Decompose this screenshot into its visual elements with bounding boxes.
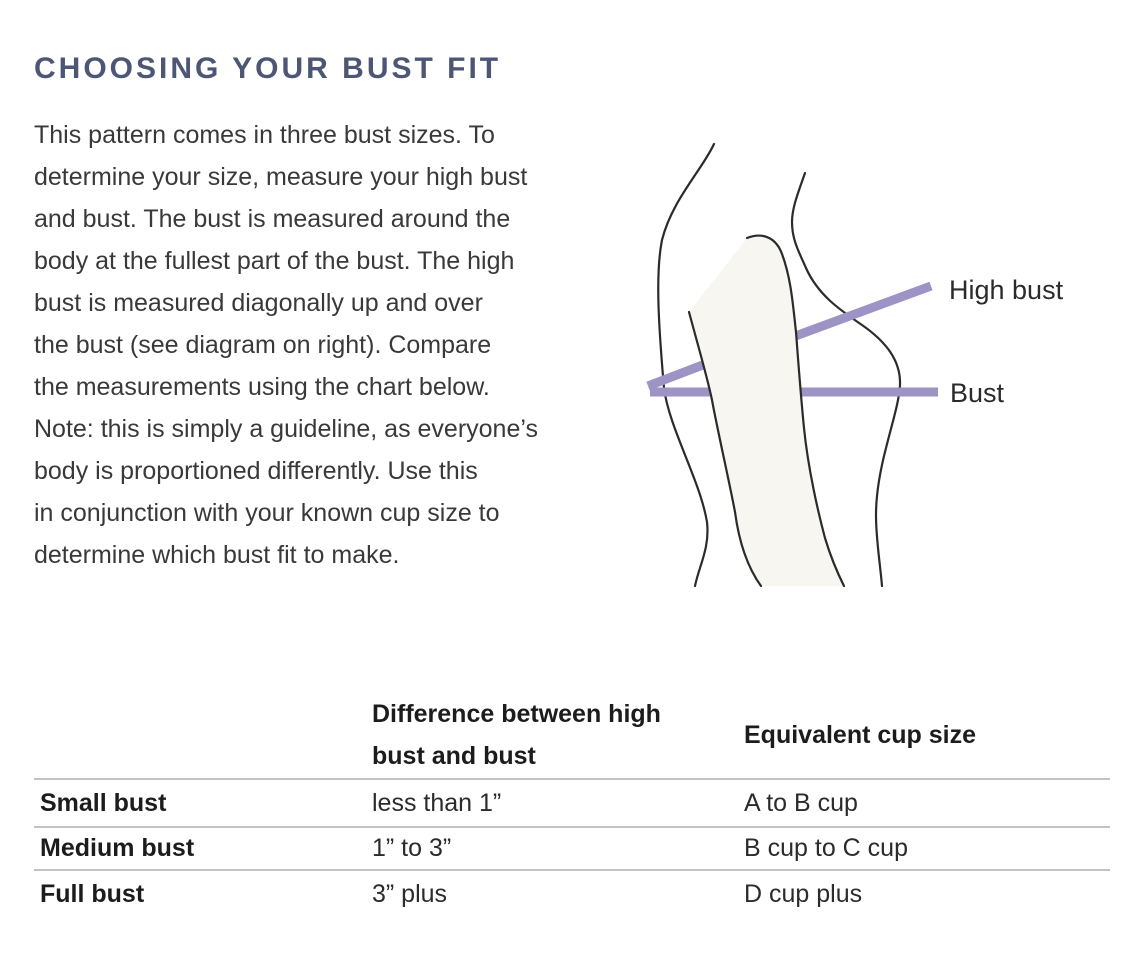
table-row-full-bust-difference: 3” plus	[372, 879, 448, 908]
intro-line: This pattern comes in three bust sizes. To	[34, 121, 495, 149]
table-row-medium-bust-label: Medium bust	[34, 828, 372, 871]
intro-paragraph	[34, 114, 538, 576]
bust-fit-table	[34, 692, 1110, 917]
intro-line: body is proportioned differently. Use this	[34, 457, 478, 485]
table-header-fit	[34, 692, 372, 780]
intro-line: in conjunction with your known cup size to	[34, 499, 500, 527]
table-header-difference-label: Difference between high bust and bust	[372, 700, 661, 770]
high-bust-label: High bust	[949, 275, 1064, 305]
intro-line: body at the fullest part of the bust. The high	[34, 247, 515, 275]
table-row-medium-bust-cup: B cup to C cup	[744, 828, 1110, 871]
intro-line: the bust (see diagram on right). Compare	[34, 331, 492, 359]
table-row-small-bust-difference: less than 1”	[372, 780, 744, 828]
table-header-cup-label: Equivalent cup size	[744, 721, 977, 749]
intro-line: and bust. The bust is measured around the	[34, 205, 511, 233]
table-row-small-bust-label: Small bust	[34, 780, 372, 828]
arm-fill	[689, 236, 844, 586]
bust-label: Bust	[950, 378, 1005, 408]
table-row-small-bust-cup: A to B cup	[744, 780, 1110, 828]
table-row-full-bust-label: Full bust	[40, 879, 145, 908]
intro-line: determine your size, measure your high bust	[34, 163, 528, 191]
high-bust-line-main-segment	[790, 286, 931, 338]
bust-measurement-diagram	[620, 130, 1142, 600]
table-row-full-bust-cup: D cup plus	[744, 879, 863, 908]
body-silhouette-illustration	[620, 130, 1142, 600]
high-bust-line-back-segment	[648, 363, 708, 386]
intro-line: bust is measured diagonally up and over	[34, 289, 483, 317]
intro-line: the measurements using the chart below.	[34, 373, 490, 401]
intro-line: determine which bust fit to make.	[34, 541, 400, 569]
page-title: CHOOSING YOUR BUST FIT	[34, 52, 502, 85]
table-header-cup	[744, 692, 1110, 780]
table-row-medium-bust-difference: 1” to 3”	[372, 828, 744, 871]
intro-line: Note: this is simply a guideline, as everyone’s	[34, 415, 538, 443]
table-header-difference	[372, 692, 744, 780]
